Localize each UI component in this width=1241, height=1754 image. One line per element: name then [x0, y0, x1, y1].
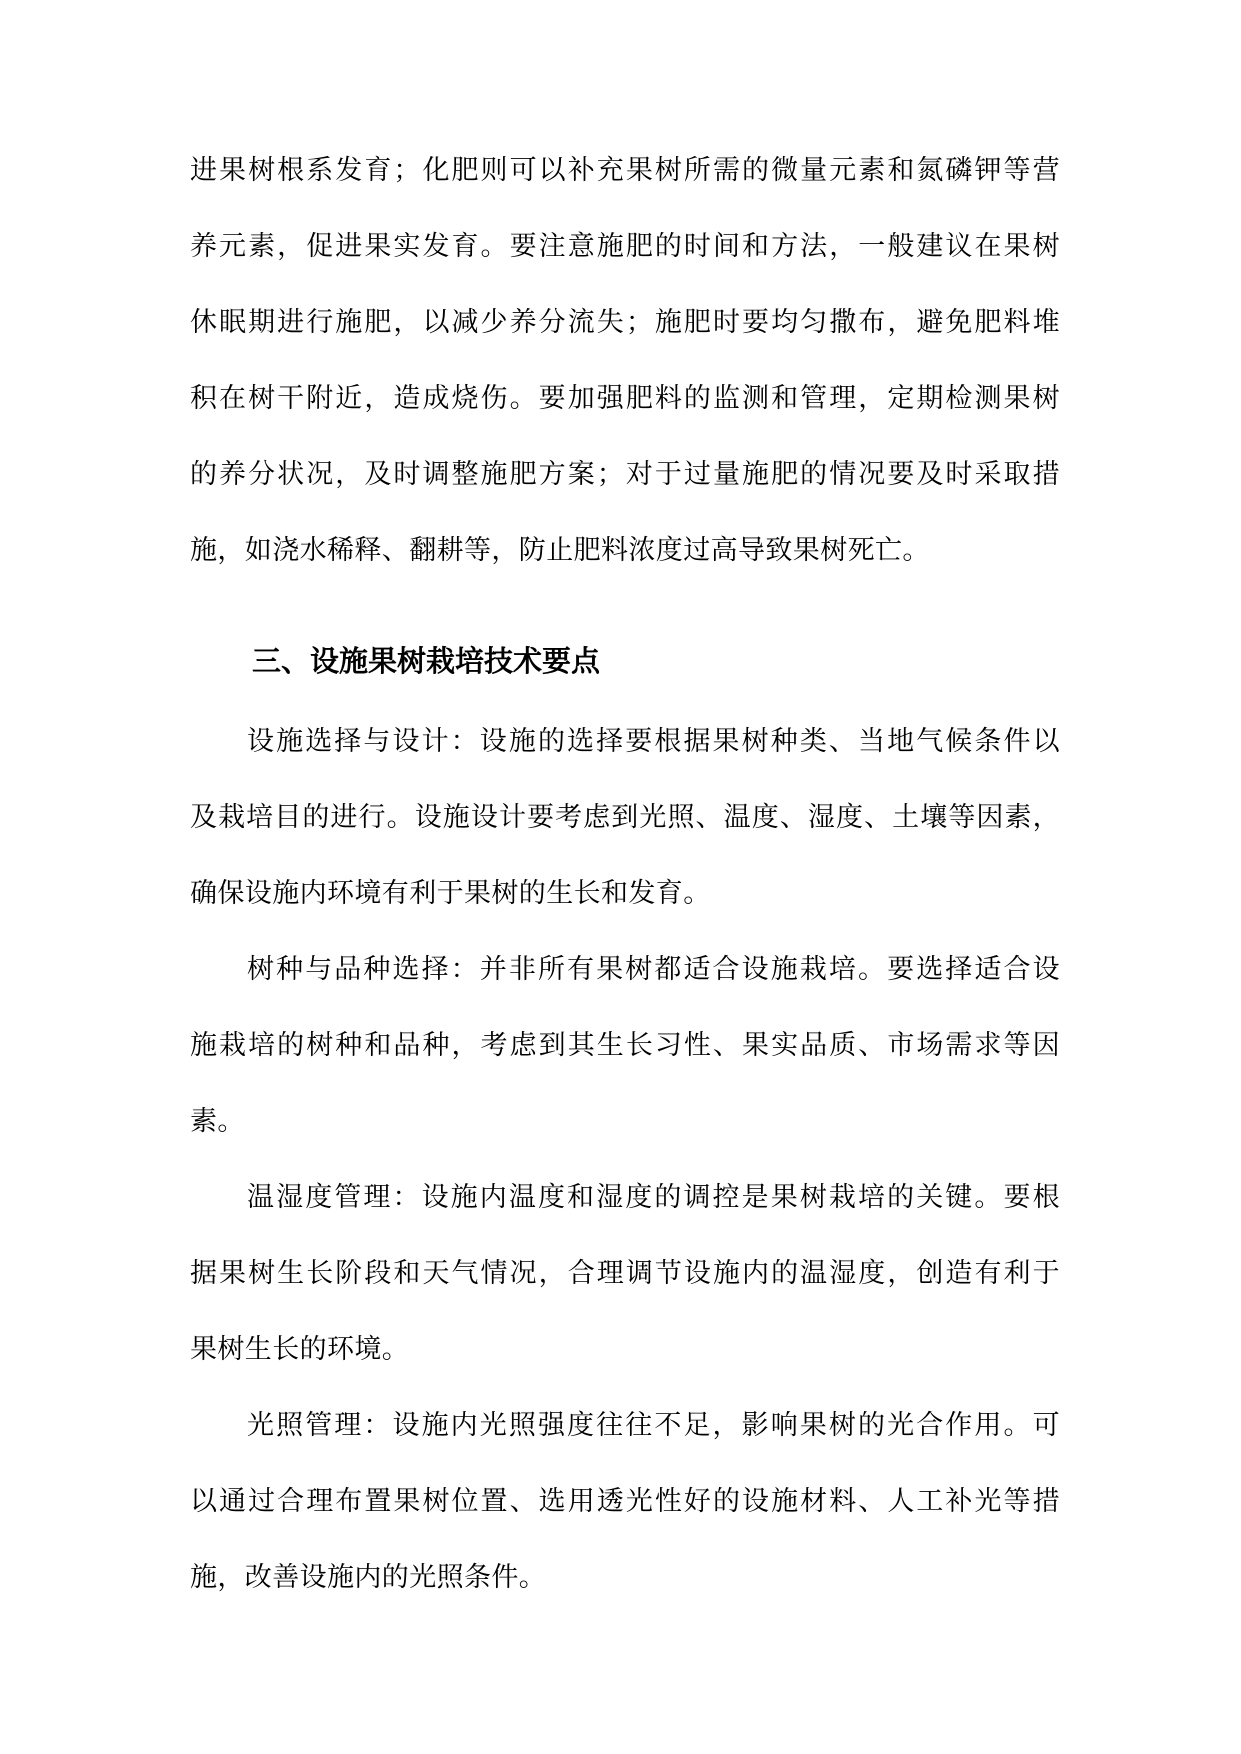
paragraph-line: 以通过合理布置果树位置、选用透光性好的设施材料、人工补光等措 [190, 1486, 1060, 1517]
paragraph-line: 施，改善设施内的光照条件。 [190, 1562, 547, 1593]
paragraph-line: 休眠期进行施肥，以减少养分流失；施肥时要均匀撒布，避免肥料堆 [190, 307, 1060, 338]
paragraph-line: 的养分状况，及时调整施肥方案；对于过量施肥的情况要及时采取措 [190, 459, 1060, 490]
paragraph-line: 养元素，促进果实发育。要注意施肥的时间和方法，一般建议在果树 [190, 231, 1060, 262]
paragraph-line: 及栽培目的进行。设施设计要考虑到光照、温度、湿度、土壤等因素， [190, 802, 1060, 833]
paragraph-line: 温湿度管理：设施内温度和湿度的调控是果树栽培的关键。要根 [247, 1182, 1060, 1213]
paragraph-line: 施栽培的树种和品种，考虑到其生长习性、果实品质、市场需求等因 [190, 1030, 1060, 1061]
paragraph-line: 积在树干附近，造成烧伤。要加强肥料的监测和管理，定期检测果树 [190, 383, 1060, 414]
paragraph-line: 光照管理：设施内光照强度往往不足，影响果树的光合作用。可 [247, 1410, 1060, 1441]
paragraph-line: 确保设施内环境有利于果树的生长和发育。 [190, 878, 711, 909]
paragraph-line: 施，如浇水稀释、翻耕等，防止肥料浓度过高导致果树死亡。 [190, 535, 930, 566]
paragraph-line: 设施选择与设计：设施的选择要根据果树种类、当地气候条件以 [247, 726, 1060, 757]
paragraph-line: 果树生长的环境。 [190, 1334, 410, 1365]
paragraph-line: 据果树生长阶段和天气情况，合理调节设施内的温湿度，创造有利于 [190, 1258, 1060, 1289]
paragraph-line: 树种与品种选择：并非所有果树都适合设施栽培。要选择适合设 [247, 954, 1060, 985]
section-heading: 三、设施果树栽培技术要点 [252, 644, 601, 678]
paragraph-line: 进果树根系发育；化肥则可以补充果树所需的微量元素和氮磷钾等营 [190, 155, 1060, 186]
paragraph-line: 素。 [190, 1106, 245, 1137]
